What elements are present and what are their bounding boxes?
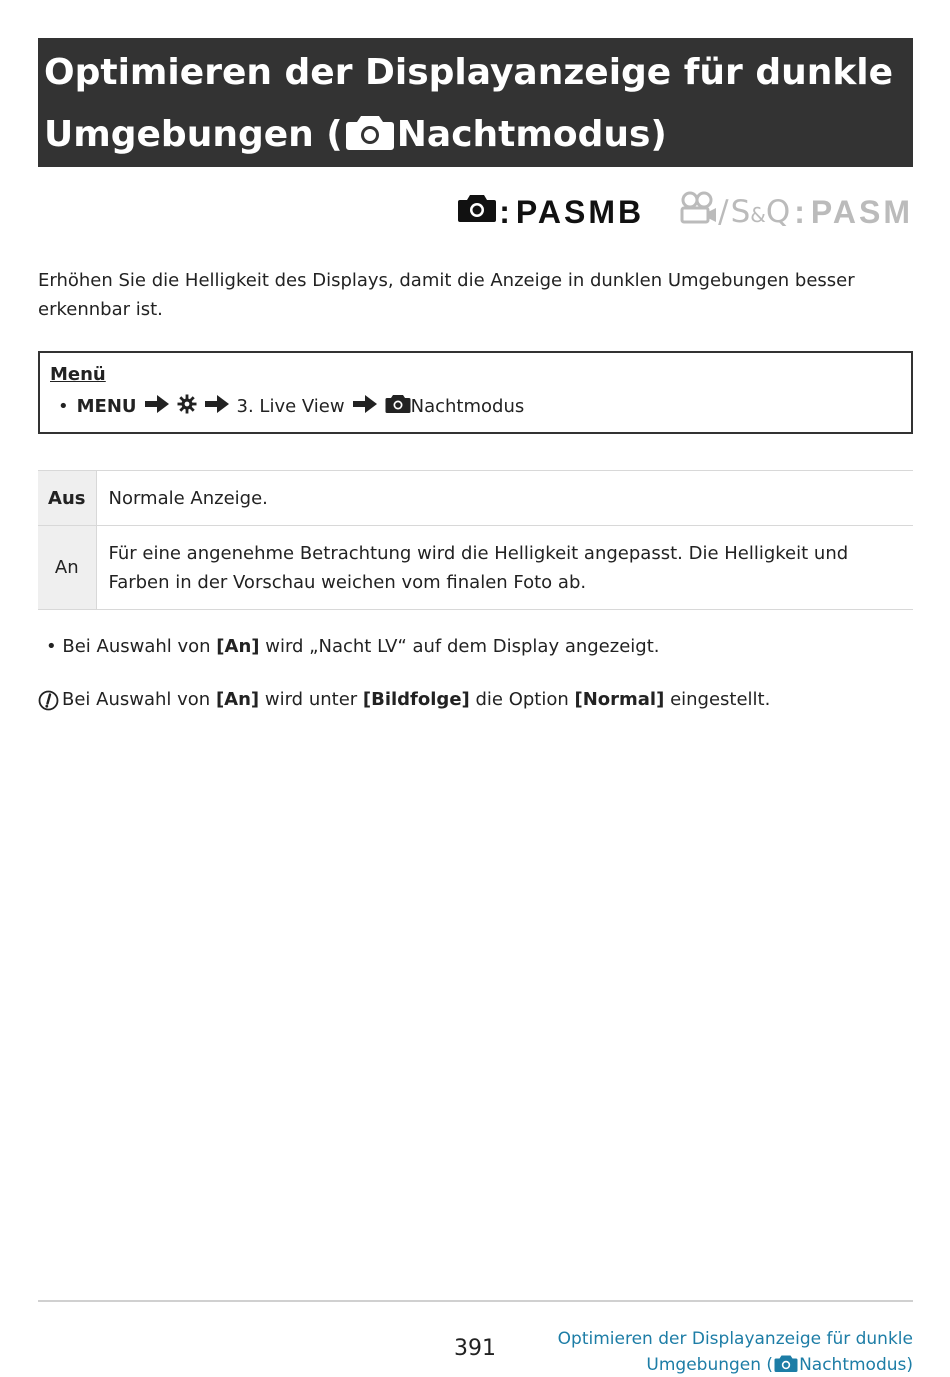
- footer-divider: [38, 1300, 913, 1302]
- option-desc: Für eine angenehme Betrachtung wird die Helligkeit angepasst. Die Helligkeit und Farben in der Vorschau weichen vom finalen Foto ab.: [96, 526, 913, 610]
- arrow-right-icon: [205, 395, 229, 420]
- menu-title: Menü: [50, 364, 106, 385]
- menu-bullet: •: [58, 396, 69, 417]
- camera-icon: [345, 110, 395, 172]
- note-text: Bei Auswahl von: [62, 689, 216, 710]
- bullet-dot: •: [46, 636, 57, 657]
- sq-s: S: [730, 194, 751, 230]
- option-desc: Normale Anzeige.: [96, 471, 913, 526]
- note-text: Bei Auswahl von: [62, 636, 217, 657]
- note-option: [An]: [216, 636, 260, 657]
- note-bullet: [46, 633, 659, 661]
- arrow-right-icon: [145, 395, 169, 420]
- camera-icon: [457, 192, 497, 232]
- photo-modes: [457, 192, 644, 232]
- menu-step-live-view: 3. Live View: [236, 396, 345, 417]
- footer-link-post: Nachtmodus): [799, 1355, 913, 1375]
- footer-section-link[interactable]: [558, 1326, 913, 1377]
- option-key: Aus: [38, 471, 96, 526]
- gear-icon: [177, 394, 197, 421]
- table-row: [38, 471, 913, 526]
- note-text: wird unter: [259, 689, 363, 710]
- page-number: 391: [454, 1336, 496, 1361]
- note-text: die Option: [469, 689, 575, 710]
- menu-step-final: Nachtmodus: [410, 396, 525, 417]
- menu-box: [38, 351, 913, 434]
- option-key: An: [38, 526, 96, 610]
- intro-text: Erhöhen Sie die Helligkeit des Displays, damit die Anzeige in dunklen Umgebungen besser erkennbar ist.: [38, 270, 855, 320]
- footer-link-line2: [558, 1352, 913, 1377]
- slash: /: [718, 194, 729, 230]
- footer-link-line1: Optimieren der Displayanzeige für dunkle: [557, 1329, 913, 1349]
- movie-camera-icon: [678, 191, 718, 233]
- camera-icon: [774, 1354, 798, 1377]
- menu-path: [50, 393, 901, 421]
- options-table: [38, 470, 913, 610]
- menu-label: MENU: [76, 396, 137, 417]
- footer-link-pre: Umgebungen (: [646, 1355, 774, 1375]
- note-tip: [38, 686, 770, 714]
- sq-q: Q: [765, 194, 791, 230]
- sq-amp: &: [750, 203, 766, 227]
- arrow-right-icon: [353, 395, 377, 420]
- movie-modes-colon: :: [794, 193, 805, 230]
- page-title: [38, 38, 913, 167]
- note-value: [Normal]: [574, 689, 665, 710]
- page-title-line2-post: Nachtmodus): [396, 114, 667, 155]
- shooting-modes: [457, 192, 913, 232]
- note-setting: [Bildfolge]: [362, 689, 470, 710]
- page-title-line1: Optimieren der Displayanzeige für dunkle: [44, 52, 894, 93]
- note-option: [An]: [215, 689, 260, 710]
- movie-modes-label: PASM: [810, 193, 913, 230]
- photo-modes-label: PASMB: [515, 193, 645, 230]
- note-text: wird „Nacht LV“ auf dem Display angezeigt.: [259, 636, 660, 657]
- page-title-line2: [44, 104, 913, 172]
- note-text: eingestellt.: [664, 689, 771, 710]
- sq-mode: [731, 194, 791, 230]
- page-title-line2-pre: Umgebungen (: [44, 114, 343, 155]
- caution-icon: [38, 690, 59, 711]
- movie-modes: [678, 191, 913, 233]
- camera-icon: [385, 393, 411, 421]
- photo-modes-colon: :: [499, 193, 510, 230]
- table-row: [38, 526, 913, 610]
